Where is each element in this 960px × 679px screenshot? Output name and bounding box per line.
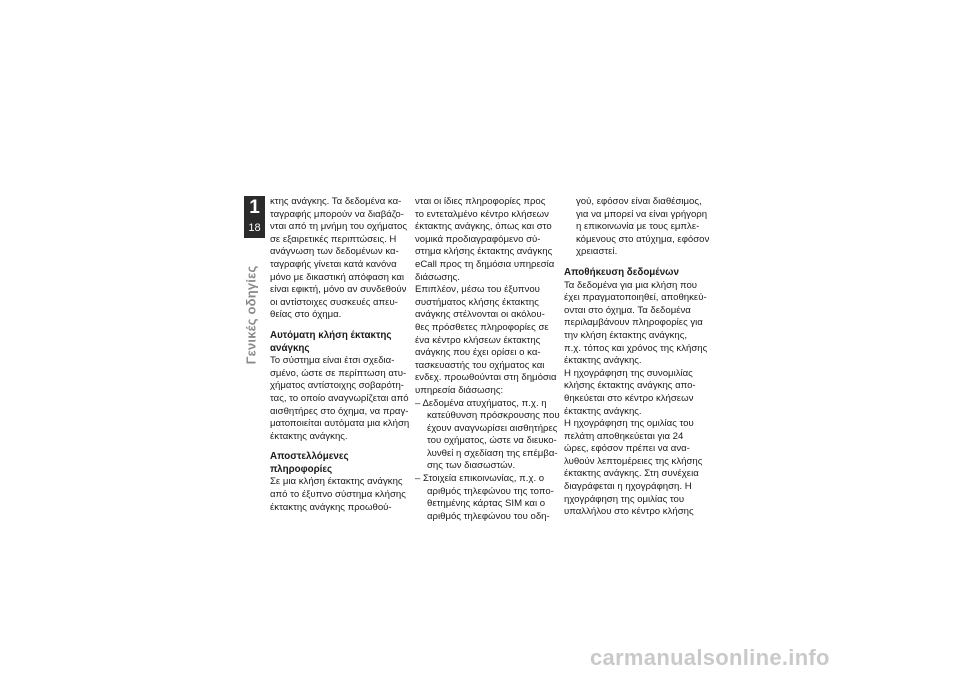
text-line: ταγραφής γίνεται κατά κανόνα bbox=[270, 258, 397, 270]
text-line: αριθμός τηλεφώνου του οδη- bbox=[427, 510, 550, 522]
text-line: ένα κέντρο κλήσεων έκτακτης bbox=[415, 334, 541, 346]
text-line: Τα δεδομένα για μια κλήση που bbox=[564, 279, 698, 291]
text-line: πληροφορίες bbox=[270, 463, 333, 475]
text-line: γού, εφόσον είναι διαθέσιμος, bbox=[576, 196, 702, 207]
text-line: έκτακτης ανάγκης. bbox=[564, 355, 642, 367]
text-line: – Δεδομένα ατυχήματος, π.χ. η bbox=[415, 397, 547, 409]
text-line: πελάτη αποθηκεύεται για 24 bbox=[564, 430, 684, 442]
text-line: Αποστελλόμενες bbox=[270, 451, 349, 463]
text-column-2 bbox=[415, 196, 560, 523]
text-line: περιλαμβάνουν πληροφορίες για bbox=[564, 317, 703, 329]
text-line: τας, το οποίο αναγνωρίζεται από bbox=[270, 392, 409, 404]
text-line: οι αντίστοιχες συσκευές απευ- bbox=[270, 296, 398, 308]
text-line: έκτακτης ανάγκης. bbox=[270, 430, 348, 442]
text-line: η επικοινωνία με τους εμπλε- bbox=[576, 221, 700, 233]
text-line: έκτακτης ανάγκης, όπως και στο bbox=[415, 221, 552, 233]
text-line: θηκεύεται στο κέντρο κλήσεων bbox=[564, 392, 694, 404]
text-line: από το έξυπνο σύστημα κλήσης bbox=[270, 489, 406, 501]
page-number: 18 bbox=[248, 222, 261, 234]
text-line: λυνθεί η σχεδίαση της επέμβα- bbox=[427, 447, 558, 459]
text-line: την κλήση έκτακτης ανάγκης, bbox=[564, 329, 688, 341]
text-line: Αυτόματη κλήση έκτακτης bbox=[270, 329, 392, 341]
text-line: μόνο με δικαστική απόφαση και bbox=[270, 271, 405, 283]
text-line: νομικά προδιαγραφόμενο σύ- bbox=[415, 233, 541, 245]
text-line: έκτακτης ανάγκης. Στη συνέχεια bbox=[564, 468, 699, 480]
col2-body-1 bbox=[415, 196, 555, 284]
text-line: αισθητήρες στο όχημα, να πραγ- bbox=[270, 405, 409, 417]
text-line: του οχήματος, ώστε να διευκο- bbox=[427, 435, 557, 447]
text-line: Το σύστημα είναι έτσι σχεδια- bbox=[270, 355, 395, 367]
text-line: ώρες, εφόσον πρέπει να ανα- bbox=[564, 443, 690, 455]
chapter-side-label bbox=[239, 250, 263, 380]
text-line: υπαλλήλου στο κέντρο κλήσης bbox=[564, 506, 694, 518]
text-line: χρειαστεί. bbox=[576, 246, 618, 258]
text-line: ηχογράφηση της ομιλίας του bbox=[564, 493, 685, 505]
text-line: σε εξαιρετικές περιπτώσεις. Η bbox=[270, 233, 397, 245]
heading-transmitted-information bbox=[270, 451, 410, 476]
col2-body-2 bbox=[415, 284, 555, 397]
text-line: Η ηχογράφηση της συνομιλίας bbox=[564, 367, 693, 379]
chapter-number: 1 bbox=[249, 197, 260, 218]
text-line: σης των διασωστών. bbox=[427, 460, 516, 472]
text-line: κλήσης έκτακτης ανάγκης απο- bbox=[564, 380, 696, 392]
col2-list-item-contact-data bbox=[415, 473, 555, 523]
text-line: νται οι ίδιες πληροφορίες προς bbox=[415, 196, 546, 207]
text-line: έκτακτης ανάγκης προωθού- bbox=[270, 501, 392, 513]
text-line: κόμενους στο ατύχημα, εφόσον bbox=[576, 233, 710, 245]
text-line: κατεύθυνση πρόσκρουσης που bbox=[427, 410, 560, 422]
text-line: – Στοιχεία επικοινωνίας, π.χ. ο bbox=[415, 473, 545, 485]
text-line: τασκευαστής του οχήματος και bbox=[415, 359, 545, 371]
text-line: υπηρεσία διάσωσης: bbox=[415, 384, 504, 396]
text-line: θετημένης κάρτας SIM και ο bbox=[427, 498, 546, 510]
col2-list-item-accident-data bbox=[415, 397, 560, 474]
text-line: για να μπορεί να είναι γρήγορη bbox=[576, 208, 708, 220]
text-line: λυθούν λεπτομέρειες της κλήσης bbox=[564, 455, 703, 467]
text-line: ματοποιείται αυτόματα μια κλήση bbox=[270, 418, 410, 430]
text-line: αριθμός τηλεφώνου της τοπο- bbox=[427, 485, 554, 497]
text-line: το εντεταλμένο κέντρο κλήσεων bbox=[415, 208, 549, 220]
col1-body-1 bbox=[270, 355, 410, 443]
col1-body-2 bbox=[270, 476, 410, 514]
text-line: ενδεχ. προωθούνται στη δημόσια bbox=[415, 372, 557, 384]
text-line: σμένο, ώστε σε περίπτωση ατυ- bbox=[270, 367, 407, 379]
text-line: ανάγνωση των δεδομένων κα- bbox=[270, 246, 399, 258]
text-line: έχει πραγματοποιηθεί, αποθηκεύ- bbox=[564, 292, 707, 304]
text-line: π.χ. τόπος και χρόνος της κλήσης bbox=[564, 342, 708, 354]
text-line: ανάγκης bbox=[270, 342, 310, 354]
col1-intro bbox=[270, 196, 410, 322]
text-line: διάσωσης. bbox=[415, 271, 460, 283]
col3-body-2 bbox=[564, 368, 704, 418]
text-line: Επιπλέον, μέσω του έξυπνου bbox=[415, 284, 540, 296]
text-line: eCall προς τη δημόσια υπηρεσία bbox=[415, 258, 555, 270]
text-line: έχουν αναγνωρίσει αισθητήρες bbox=[427, 422, 558, 434]
text-line: έκτακτης ανάγκης. bbox=[564, 405, 642, 417]
heading-data-storage bbox=[564, 267, 704, 280]
watermark: carmanualsonline.info bbox=[590, 645, 830, 670]
text-line: ονται στο όχημα. Τα δεδομένα bbox=[564, 304, 691, 316]
text-column-3 bbox=[564, 196, 710, 519]
col3-body-1 bbox=[564, 279, 708, 368]
text-line: θες πρόσθετες πληροφορίες σε bbox=[415, 321, 549, 333]
text-line: στημα κλήσης έκτακτης ανάγκης bbox=[415, 246, 553, 258]
text-line: Αποθήκευση δεδομένων bbox=[564, 266, 679, 278]
text-line: χήματος αντίστοιχης σοβαρότη- bbox=[270, 380, 404, 392]
col3-list-continuation bbox=[564, 196, 710, 259]
text-line: ανάγκης που έχει ορίσει ο κα- bbox=[415, 347, 541, 359]
text-line: κτης ανάγκης. Τα δεδομένα κα- bbox=[270, 196, 402, 207]
text-column-1 bbox=[270, 196, 410, 514]
chapter-title: Γενικές οδηγίες bbox=[243, 265, 259, 365]
text-line: συστήματος κλήσης έκτακτης bbox=[415, 296, 539, 308]
chapter-tab bbox=[244, 196, 265, 238]
text-line: θείας στο όχημα. bbox=[270, 309, 342, 321]
text-line: ταγραφής μπορούν να διαβάζο- bbox=[270, 208, 404, 220]
text-line: είναι εφικτή, μόνο αν συνδεθούν bbox=[270, 284, 407, 296]
text-line: νται από τη μνήμη του οχήματος bbox=[270, 221, 407, 233]
text-line: Σε μια κλήση έκτακτης ανάγκης bbox=[270, 476, 403, 488]
text-line: διαγράφεται η ηχογράφηση. Η bbox=[564, 481, 692, 493]
text-line: Η ηχογράφηση της ομιλίας του bbox=[564, 418, 694, 430]
col3-body-3 bbox=[564, 418, 704, 519]
heading-automatic-emergency-call bbox=[270, 330, 410, 355]
text-line: ανάγκης στέλνονται οι ακόλου- bbox=[415, 309, 545, 321]
